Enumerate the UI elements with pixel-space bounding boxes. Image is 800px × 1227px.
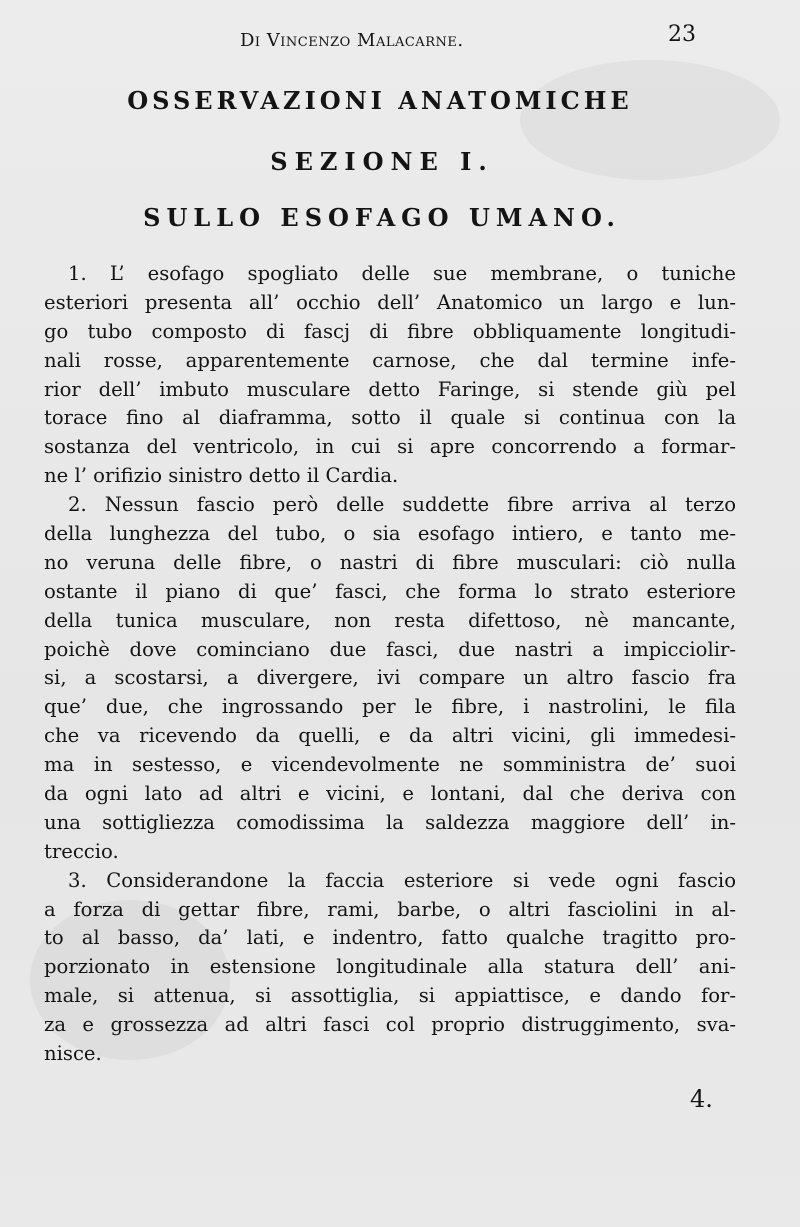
text-line: della tunica musculare, non resta difettoso, nè mancante,	[44, 608, 736, 632]
text-line: nisce.	[44, 1042, 102, 1066]
text-line: treccio.	[44, 839, 119, 863]
text-line: no veruna delle fibre, o nastri di fibre musculari: ciò nulla	[44, 550, 736, 574]
text-line: que’ due, che ingrossando per le fibre, i nastrolini, le fila	[44, 695, 736, 719]
page-number: 23	[668, 22, 696, 47]
body-text	[44, 260, 736, 1069]
text-line: 1. L’ esofago spogliato delle sue membrane, o tuniche	[68, 262, 736, 285]
text-line: ma in sestesso, e vicendevolmente ne somministra de’ suoi	[44, 753, 736, 777]
text-line: una sottigliezza comodissima la saldezza maggiore dell’ in-	[44, 810, 736, 834]
text-line: da ogni lato ad altri e vicini, e lontani, dal che deriva con	[44, 782, 736, 806]
section-heading: SEZIONE I.	[270, 147, 494, 176]
text-line: nali rosse, apparentemente carnose, che dal termine infe-	[44, 348, 736, 372]
text-line: 3. Considerandone la faccia esteriore si vede ogni fascio	[68, 868, 736, 892]
section-subtitle: SULLO ESOFAGO UMANO.	[143, 203, 621, 232]
text-line: torace fino al diaframma, sotto il quale si continua con la	[44, 406, 736, 430]
running-head: Di Vincenzo Malacarne.	[240, 30, 464, 51]
text-line: male, si attenua, si assottiglia, si appiattisce, e dando for-	[44, 984, 736, 1008]
text-line: to al basso, da’ lati, e indentro, fatto qualche tragitto pro-	[44, 926, 736, 950]
text-line: si, a scostarsi, a divergere, ivi compare un altro fascio fra	[44, 666, 736, 690]
text-line: 2. Nessun fascio però delle suddette fibre arriva al terzo	[68, 493, 736, 517]
text-line: della lunghezza del tubo, o sia esofago intiero, e tanto me-	[44, 522, 736, 546]
text-line: sostanza del ventricolo, in cui si apre concorrendo a formar-	[44, 435, 736, 459]
text-line: poichè dove cominciano due fasci, due nastri a impicciolir-	[44, 637, 736, 661]
text-line: ne l’ orifizio sinistro detto il Cardia.	[44, 464, 399, 488]
catchword: 4.	[690, 1085, 713, 1113]
text-line: che va ricevendo da quelli, e da altri vicini, gli immedesi-	[44, 724, 736, 748]
text-line: za e grossezza ad altri fasci col proprio distruggimento, sva-	[44, 1013, 736, 1037]
text-line: ostante il piano di que’ fasci, che forma lo strato esteriore	[44, 579, 736, 603]
text-line: esteriori presenta all’ occhio dell’ Anatomico un largo e lun-	[44, 290, 736, 314]
text-line: go tubo composto di fascj di fibre obbliquamente longitudi-	[44, 319, 736, 343]
text-line: rior dell’ imbuto musculare detto Faringe, si stende giù pel	[44, 377, 736, 401]
chapter-title: OSSERVAZIONI ANATOMICHE	[127, 86, 633, 115]
text-line: porzionato in estensione longitudinale alla statura dell’ ani-	[44, 955, 736, 979]
text-line: a forza di gettar fibre, rami, barbe, o altri fasciolini in al-	[44, 897, 736, 921]
